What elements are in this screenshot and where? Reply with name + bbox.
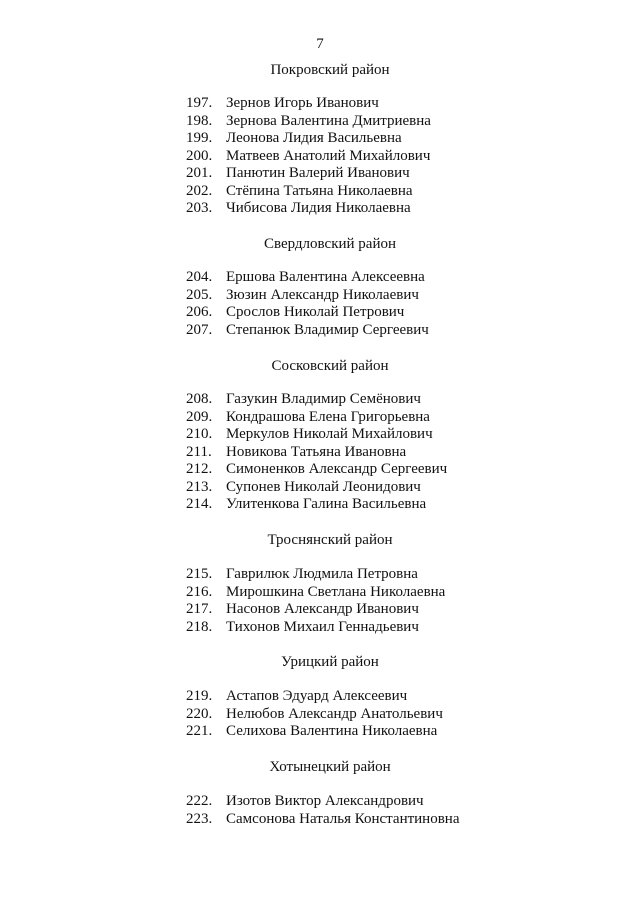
person-name: Зернова Валентина Дмитриевна xyxy=(226,112,431,129)
list-item xyxy=(0,566,445,584)
person-name: Зернов Игорь Иванович xyxy=(226,95,379,111)
section-heading-khotynetsky: Хотынецкий район xyxy=(269,759,391,775)
item-number: 222. xyxy=(186,793,213,809)
list-item xyxy=(0,322,429,340)
list-item xyxy=(0,601,445,619)
list-item xyxy=(0,269,429,287)
person-name: Селихова Валентина Николаевна xyxy=(226,723,438,739)
item-number: 215. xyxy=(186,566,213,582)
list-item xyxy=(0,304,429,322)
person-name: Степанюк Владимир Сергеевич xyxy=(226,321,429,338)
person-name: Супонев Николай Леонидович xyxy=(226,478,421,495)
person-name: Кондрашова Елена Григорьевна xyxy=(226,408,430,425)
list-item xyxy=(0,130,431,148)
section-list-trosnyansky xyxy=(0,566,445,636)
section-heading-uritsky: Урицкий район xyxy=(281,654,379,670)
item-number: 218. xyxy=(186,618,213,635)
item-number: 217. xyxy=(186,601,213,617)
item-number: 198. xyxy=(186,112,213,129)
section-list-soskovsky xyxy=(0,391,447,514)
person-name: Срослов Николай Петрович xyxy=(226,304,405,320)
list-item xyxy=(0,496,447,514)
list-item xyxy=(0,287,429,305)
section-heading-sverdlovsky: Свердловский район xyxy=(263,236,397,252)
person-name: Самсонова Наталья Константиновна xyxy=(226,810,460,827)
person-name: Мирошкина Светлана Николаевна xyxy=(226,583,446,600)
section-list-uritsky xyxy=(0,688,443,741)
list-item xyxy=(0,95,431,113)
item-number: 211. xyxy=(186,443,212,460)
section-list-sverdlovsky xyxy=(0,269,429,339)
person-name: Улитенкова Галина Васильевна xyxy=(226,496,427,512)
item-number: 216. xyxy=(186,583,213,600)
item-number: 201. xyxy=(186,165,213,181)
list-item xyxy=(0,479,447,497)
item-number: 221. xyxy=(186,723,213,739)
list-item xyxy=(0,183,431,201)
item-number: 223. xyxy=(186,810,213,827)
section-heading-pokrovsky: Покровский район xyxy=(270,62,390,78)
person-name: Чибисова Лидия Николаевна xyxy=(226,200,411,216)
item-number: 202. xyxy=(186,182,213,199)
item-number: 220. xyxy=(186,705,213,722)
person-name: Симоненков Александр Сергеевич xyxy=(226,461,448,477)
item-number: 219. xyxy=(186,688,213,704)
person-name: Ершова Валентина Алексеевна xyxy=(226,269,425,285)
item-number: 208. xyxy=(186,391,213,407)
person-name: Гаврилюк Людмила Петровна xyxy=(226,566,418,582)
list-item xyxy=(0,113,431,131)
item-number: 214. xyxy=(186,496,213,512)
person-name: Панютин Валерий Иванович xyxy=(226,165,410,181)
list-item xyxy=(0,444,447,462)
list-item xyxy=(0,688,443,706)
person-name: Меркулов Николай Михайлович xyxy=(226,426,433,442)
page-number: 7 xyxy=(316,36,324,52)
item-number: 213. xyxy=(186,478,213,495)
section-list-pokrovsky xyxy=(0,95,431,218)
item-number: 212. xyxy=(186,461,213,477)
person-name: Новикова Татьяна Ивановна xyxy=(226,443,407,460)
item-number: 206. xyxy=(186,304,213,320)
list-item xyxy=(0,409,447,427)
list-item xyxy=(0,165,431,183)
list-item xyxy=(0,148,431,166)
person-name: Астапов Эдуард Алексеевич xyxy=(226,688,408,704)
person-name: Стёпина Татьяна Николаевна xyxy=(226,182,413,199)
list-item xyxy=(0,391,447,409)
section-heading-soskovsky: Сосковский район xyxy=(271,358,389,374)
list-item xyxy=(0,200,431,218)
person-name: Матвеев Анатолий Михайлович xyxy=(226,147,431,164)
person-name: Зюзин Александр Николаевич xyxy=(226,286,419,303)
item-number: 197. xyxy=(186,95,213,111)
person-name: Нелюбов Александр Анатольевич xyxy=(226,705,443,722)
list-item xyxy=(0,584,445,602)
person-name: Леонова Лидия Васильевна xyxy=(226,130,402,146)
person-name: Насонов Александр Иванович xyxy=(226,601,419,617)
item-number: 205. xyxy=(186,286,213,303)
person-name: Газукин Владимир Семёнович xyxy=(226,391,421,407)
list-item xyxy=(0,619,445,637)
item-number: 200. xyxy=(186,147,213,164)
section-list-khotynetsky xyxy=(0,793,459,828)
list-item xyxy=(0,811,459,829)
list-item xyxy=(0,461,447,479)
list-item xyxy=(0,706,443,724)
item-number: 210. xyxy=(186,426,213,442)
item-number: 204. xyxy=(186,269,213,285)
item-number: 207. xyxy=(186,321,213,338)
item-number: 209. xyxy=(186,408,213,425)
list-item xyxy=(0,426,447,444)
list-item xyxy=(0,723,443,741)
item-number: 203. xyxy=(186,200,213,216)
person-name: Изотов Виктор Александрович xyxy=(226,793,424,809)
section-heading-trosnyansky: Троснянский район xyxy=(267,532,393,548)
list-item xyxy=(0,793,459,811)
person-name: Тихонов Михаил Геннадьевич xyxy=(226,618,419,635)
item-number: 199. xyxy=(186,130,213,146)
